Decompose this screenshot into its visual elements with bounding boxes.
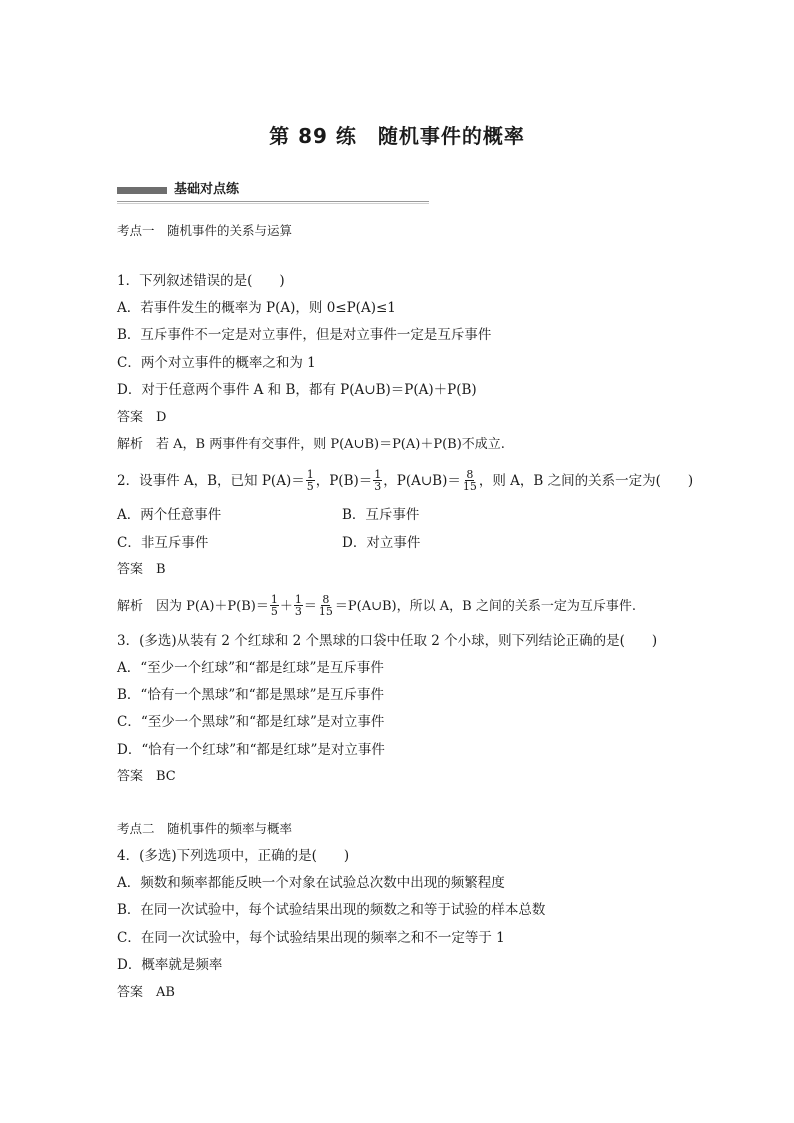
- fraction-denominator: 15: [318, 605, 333, 618]
- banner-underline-secondary: [117, 203, 429, 204]
- q2-expl-part-1: 解析 因为 P(A)＋P(B)＝: [117, 599, 269, 614]
- q2-stem-part-2: ，P(B)＝: [315, 473, 373, 489]
- fraction-numerator: 1: [270, 593, 278, 606]
- fraction-p-a: [306, 469, 315, 492]
- question-4-option-c: C．在同一次试验中，每个试验结果出现的频率之和不一定等于 1: [117, 930, 505, 946]
- fraction-p-union: [462, 469, 478, 492]
- question-1-option-d: D．对于任意两个事件 A 和 B，都有 P(A∪B)＝P(A)＋P(B): [117, 382, 477, 398]
- page-title: 第 89 练 随机事件的概率: [269, 124, 525, 148]
- q2-stem-part-3: ，P(A∪B)＝: [383, 473, 461, 489]
- question-2-answer: 答案 B: [117, 562, 166, 577]
- question-2-options-row-1: [117, 506, 420, 524]
- question-1-answer: 答案 D: [117, 410, 167, 425]
- question-1-option-c: C．两个对立事件的概率之和为 1: [117, 355, 316, 371]
- question-3-option-a: A．“至少一个红球”和“都是红球”是互斥事件: [117, 660, 384, 676]
- banner-bar-decoration: [117, 187, 167, 194]
- section-heading-2: 考点二 随机事件的频率与概率: [117, 821, 293, 836]
- fraction-numerator: 8: [466, 468, 474, 481]
- fraction-denominator: 3: [294, 605, 302, 618]
- banner-underline: [117, 201, 429, 202]
- fraction-numerator: 1: [374, 468, 382, 481]
- q2-stem-part-4: ，则 A，B 之间的关系一定为( ): [478, 473, 694, 489]
- question-3-stem: 3．(多选)从装有 2 个红球和 2 个黑球的口袋中任取 2 个小球，则下列结论正确的是( ): [117, 633, 658, 649]
- fraction-numerator: 1: [306, 468, 314, 481]
- question-4-option-a: A．频数和频率都能反映一个对象在试验总次数中出现的频繁程度: [117, 875, 505, 891]
- question-2-stem: [117, 470, 693, 493]
- q2-stem-part-1: 2．设事件 A，B，已知 P(A)＝: [117, 473, 305, 489]
- question-4-answer: 答案 AB: [117, 985, 175, 1000]
- question-2-option-d: D．对立事件: [342, 535, 421, 551]
- fraction-expl-3: [318, 594, 334, 617]
- question-3-option-b: B．“恰有一个黑球”和“都是黑球”是互斥事件: [117, 687, 385, 703]
- question-3-answer: 答案 BC: [117, 769, 176, 784]
- fraction-p-b: [373, 469, 382, 492]
- question-1-explanation: 解析 若 A，B 两事件有交事件，则 P(A∪B)＝P(A)＋P(B)不成立.: [117, 437, 505, 452]
- question-2-explanation: [117, 595, 636, 618]
- banner-label: 基础对点练: [174, 182, 240, 197]
- question-2-options-row-2: [117, 534, 421, 552]
- question-3-option-c: C．“至少一个黑球”和“都是红球”是对立事件: [117, 714, 385, 730]
- question-1-option-b: B．互斥事件不一定是对立事件，但是对立事件一定是互斥事件: [117, 327, 492, 343]
- q2-expl-equals: ＝: [303, 599, 317, 614]
- question-1-stem: 1．下列叙述错误的是( ): [117, 273, 285, 289]
- section-heading-1: 考点一 随机事件的关系与运算: [117, 223, 293, 238]
- question-4-stem: 4．(多选)下列选项中，正确的是( ): [117, 848, 350, 864]
- q2-expl-part-2: ＝P(A∪B)，所以 A，B 之间的关系一定为互斥事件.: [334, 599, 636, 614]
- section-banner: [117, 180, 429, 204]
- fraction-denominator: 3: [374, 480, 382, 493]
- fraction-denominator: 15: [462, 480, 477, 493]
- question-1-option-a: A．若事件发生的概率为 P(A)，则 0≤P(A)≤1: [117, 300, 396, 316]
- question-3-option-d: D．“恰有一个红球”和“都是红球”是对立事件: [117, 742, 385, 758]
- question-4-option-b: B．在同一次试验中，每个试验结果出现的频数之和等于试验的样本总数: [117, 902, 546, 918]
- question-4-option-d: D．概率就是频率: [117, 957, 223, 973]
- question-2-option-c: C．非互斥事件: [117, 535, 209, 551]
- fraction-denominator: 5: [306, 480, 314, 493]
- question-2-option-a: A．两个任意事件: [117, 507, 222, 523]
- question-2-option-b: B．互斥事件: [342, 507, 420, 523]
- fraction-expl-1: [270, 594, 279, 617]
- fraction-denominator: 5: [270, 605, 278, 618]
- fraction-numerator: 1: [294, 593, 302, 606]
- fraction-numerator: 8: [322, 593, 330, 606]
- fraction-expl-2: [294, 594, 303, 617]
- q2-expl-plus: ＋: [279, 599, 293, 614]
